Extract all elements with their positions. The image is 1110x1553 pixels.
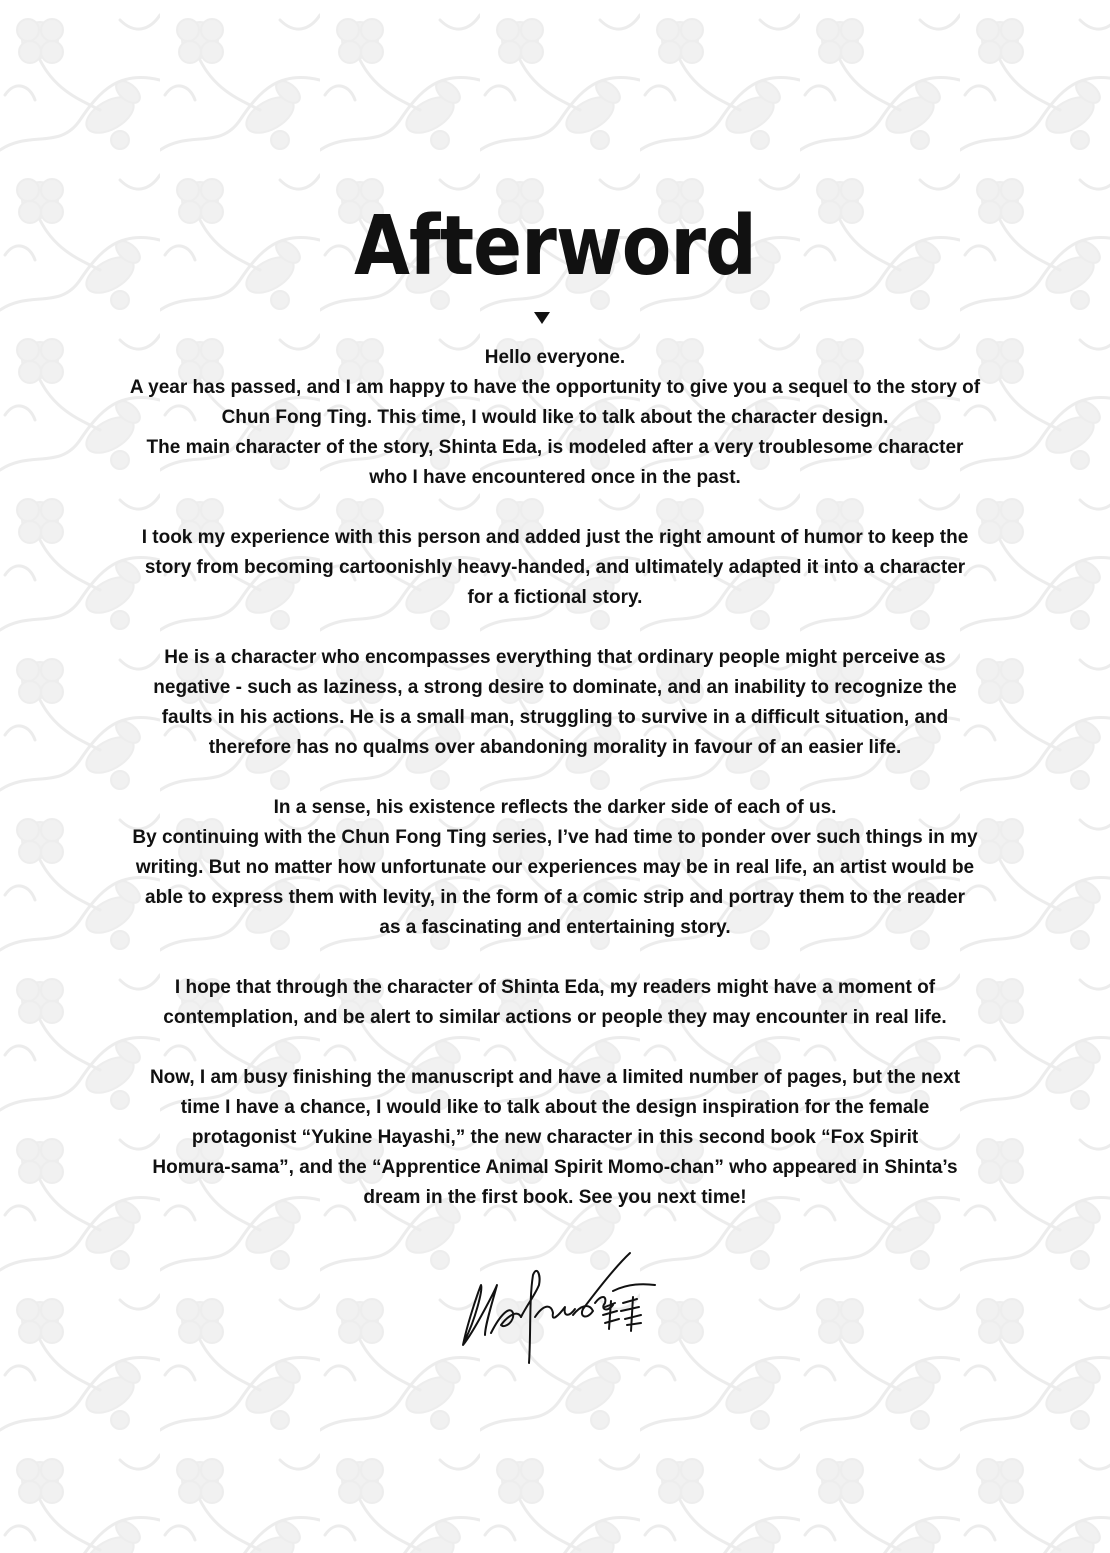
text-line: contemplation, and be alert to similar actions or people they may encounter in real life. [163, 1007, 947, 1028]
text-line: negative - such as laziness, a strong desire to dominate, and an inability to recognize the [153, 677, 957, 698]
text-line: A year has passed, and I am happy to have the opportunity to give you a sequel to the story of [129, 377, 981, 398]
text-line: who I have encountered once in the past. [369, 467, 741, 488]
text-line: time I have a chance, I would like to talk about the design inspiration for the female [180, 1097, 930, 1118]
triangle-marker-icon [534, 312, 550, 324]
text-line: faults in his actions. He is a small man, struggling to survive in a difficult situation, and [161, 707, 949, 728]
text-line: able to express them with levity, in the form of a comic strip and portray them to the reader [145, 887, 965, 908]
text-line: By continuing with the Chun Fong Ting series, I’ve had time to ponder over such things in my [132, 827, 978, 848]
afterword-body-text [110, 343, 1000, 1243]
text-line: I hope that through the character of Shinta Eda, my readers might have a moment of [174, 977, 936, 998]
text-line: Hello everyone. [484, 347, 626, 368]
text-line: The main character of the story, Shinta Eda, is modeled after a very troublesome character [146, 437, 964, 458]
paragraph [110, 523, 1000, 613]
text-line: dream in the first book. See you next time! [363, 1187, 747, 1208]
paragraph [110, 643, 1000, 763]
text-line: In a sense, his existence reflects the darker side of each of us. [273, 797, 837, 818]
paragraph [110, 973, 1000, 1033]
text-line: therefore has no qualms over abandoning morality in favour of an easier life. [208, 737, 902, 758]
page-title: Afterword [354, 199, 756, 294]
text-line: story from becoming cartoonishly heavy-handed, and ultimately adapted it into a character [144, 557, 966, 578]
paragraph [110, 1063, 1000, 1213]
text-line: for a fictional story. [467, 587, 643, 608]
text-line: protagonist “Yukine Hayashi,” the new character in this second book “Fox Spirit [191, 1127, 919, 1148]
author-signature [455, 1245, 665, 1370]
text-line: Homura-sama”, and the “Apprentice Animal Spirit Momo-chan” who appeared in Shinta’s [152, 1157, 958, 1178]
paragraph [110, 343, 1000, 493]
text-line: Chun Fong Ting. This time, I would like to talk about the character design. [221, 407, 889, 428]
text-line: Now, I am busy finishing the manuscript and have a limited number of pages, but the next [149, 1067, 961, 1088]
text-line: He is a character who encompasses everything that ordinary people might perceive as [164, 647, 946, 668]
paragraph [110, 793, 1000, 943]
text-line: as a fascinating and entertaining story. [379, 917, 731, 938]
text-line: I took my experience with this person and added just the right amount of humor to keep the [141, 527, 969, 548]
text-line: writing. But no matter how unfortunate our experiences may be in real life, an artist would be [135, 857, 975, 878]
